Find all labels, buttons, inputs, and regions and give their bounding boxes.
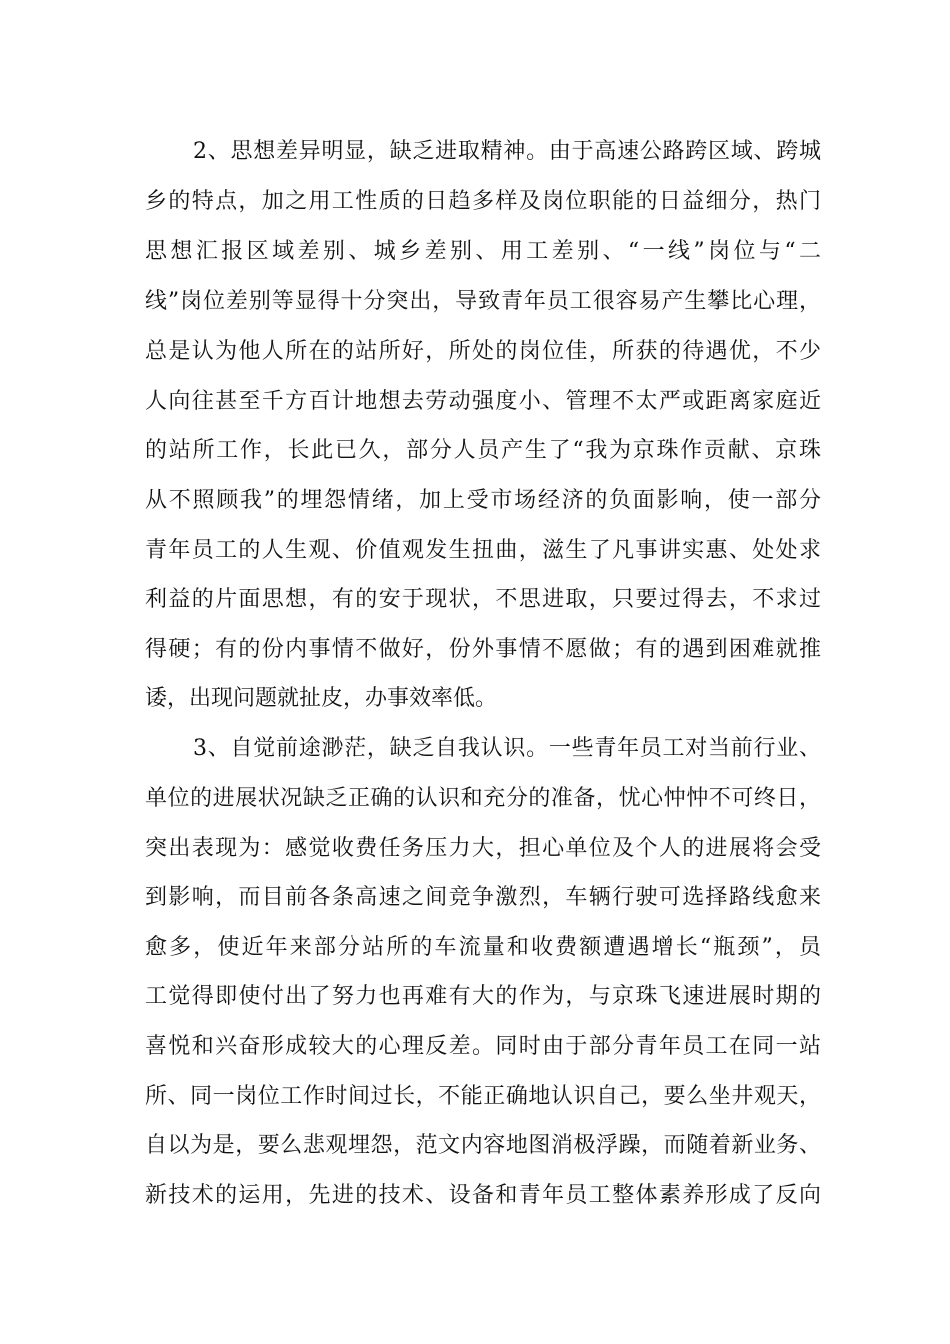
paragraph-line: 愈多，使近年来部分站所的车流量和收费额遭遇增长“瓶颈”，员: [145, 935, 821, 960]
paragraph-line: 总是认为他人所在的站所好，所处的岗位佳，所获的待遇优，不少: [145, 339, 821, 364]
paragraph-line: 青年员工的人生观、价值观发生扭曲，滋生了凡事讲实惠、处处求: [145, 538, 821, 563]
paragraph-line: 2、思想差异明显，缺乏进取精神。由于高速公路跨区域、跨城: [193, 139, 821, 164]
paragraph-line: 乡的特点，加之用工性质的日趋多样及岗位职能的日益细分，热门: [145, 189, 821, 214]
paragraph-line: 思想汇报区域差别、城乡差别、用工差别、“一线”岗位与“二: [145, 239, 821, 264]
paragraph-line: 自以为是，要么悲观埋怨，范文内容地图消极浮躁，而随着新业务、: [145, 1133, 821, 1158]
paragraph-line: 利益的片面思想，有的安于现状，不思进取，只要过得去，不求过: [145, 587, 821, 612]
paragraph-line: 的站所工作，长此已久，部分人员产生了“我为京珠作贡献、京珠: [145, 438, 821, 463]
paragraph-line: 从不照顾我”的埋怨情绪，加上受市场经济的负面影响，使一部分: [145, 488, 821, 513]
paragraph-line: 人向往甚至千方百计地想去劳动强度小、管理不太严或距离家庭近: [145, 389, 821, 414]
paragraph-line: 线”岗位差别等显得十分突出，导致青年员工很容易产生攀比心理，: [145, 289, 821, 314]
paragraph-line: 突出表现为：感觉收费任务压力大，担心单位及个人的进展将会受: [145, 836, 821, 861]
paragraph-line: 新技术的运用，先进的技术、设备和青年员工整体素养形成了反向: [145, 1183, 821, 1208]
paragraph-line: 单位的进展状况缺乏正确的认识和充分的准备，忧心忡忡不可终日，: [145, 786, 821, 811]
paragraph-line: 得硬；有的份内事情不做好，份外事情不愿做；有的遇到困难就推: [145, 637, 821, 662]
paragraph-line: 3、自觉前途渺茫，缺乏自我认识。一些青年员工对当前行业、: [193, 736, 821, 761]
paragraph-line: 诿，出现问题就扯皮，办事效率低。: [145, 686, 498, 711]
paragraph-line: 所、同一岗位工作时间过长，不能正确地认识自己，要么坐井观天，: [145, 1084, 821, 1109]
paragraph-line: 喜悦和兴奋形成较大的心理反差。同时由于部分青年员工在同一站: [145, 1034, 821, 1059]
paragraph-line: 工觉得即使付出了努力也再难有大的作为，与京珠飞速进展时期的: [145, 984, 821, 1009]
paragraph-line: 到影响，而目前各条高速之间竞争激烈，车辆行驶可选择路线愈来: [145, 885, 821, 910]
